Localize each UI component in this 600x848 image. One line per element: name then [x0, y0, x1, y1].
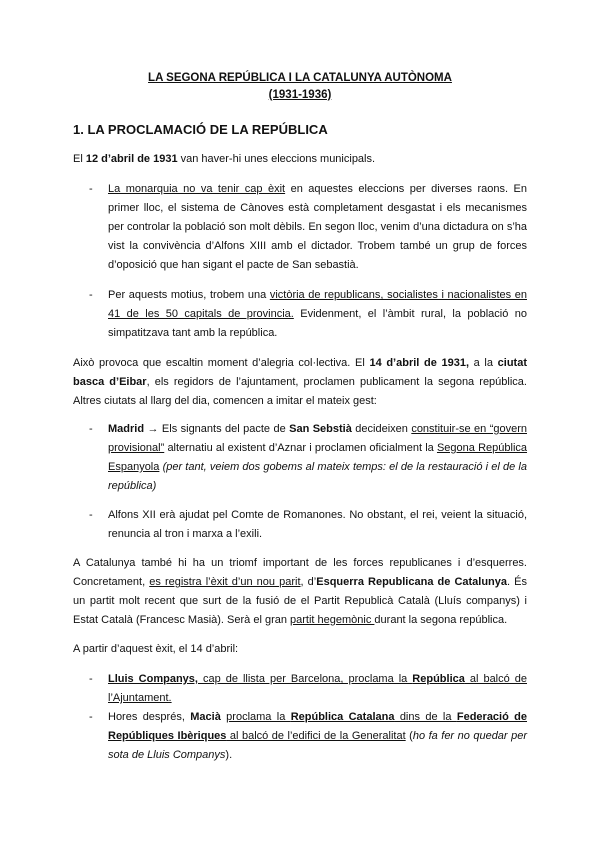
- title-line-2: (1931-1936): [268, 89, 332, 101]
- list-dash: -: [89, 289, 93, 301]
- intro-paragraph: El 12 d’abril de 1931 van haver-hi unes eleccions municipals.: [73, 153, 376, 165]
- list-item-text: Alfons XII erà ajudat pel Comte de Romanones. No obstant, el rei, veient la situació, renuncia al tron i marxa a l’exili.: [108, 509, 527, 540]
- list-dash: -: [89, 509, 93, 521]
- section-heading: 1. LA PROCLAMACIÓ DE LA REPÚBLICA: [73, 122, 328, 137]
- list-dash: -: [89, 423, 93, 435]
- list-dash: -: [89, 711, 93, 723]
- list-item-text: Hores després, Macià proclama la República Catalana dins de la Federació de Repúbliques Ibèriques al balcó de l’edifici de la Generalitat (ho fa fer no quedar per sota de Lluis Companys).: [108, 711, 528, 761]
- list-item-text: Lluis Companys, cap de llista per Barcelona, proclama la República al balcó de l’Ajuntament.: [108, 673, 527, 704]
- paragraph-proclamation: Això provoca que escaltin moment d’alegria col·lectiva. El 14 d’abril de 1931, a la ciutat basca d’Eibar, els regidors de l’ajuntament, proclamen publicament la segona república. Altres ciutats al llarg del dia, comencen a imitar el mateix gest:: [73, 357, 527, 407]
- document-title: [0, 70, 600, 104]
- paragraph-catalunya: A Catalunya també hi ha un triomf important de les forces republicanes i d’esquerres. Concretament, es registra l’èxit d’un nou parit, d’Esquerra Republicana de Catalunya. És un partit molt recent que surt de la fusió de el Partit Republicà Català (Lluís companys) i Estat Català (Francesc Masià). Serà el gran partit hegemònic durant la segona república.: [73, 557, 527, 626]
- list-dash: -: [89, 673, 93, 685]
- list-item-text: La monarquia no va tenir cap èxit en aquestes eleccions per diverses raons. En primer lloc, el sistema de Cànoves està completament desgastat i els mecanismes per controlar la població son molt dèbils. En segon lloc, venim d’una dictadura on s’ha vist la convivència d’Alfons XIII amb el dictador. Trobem també un grup de forces d’oposició que han sigant el pacte de San sebastià.: [108, 183, 527, 271]
- list-item-text: Per aquests motius, trobem una victòria de republicans, socialistes i nacionalistes en 41 de les 50 capitals de provincia. Evidenment, el l’àmbit rural, la població no simpatitzava tant amb la república.: [108, 289, 527, 339]
- paragraph-after: A partir d’aquest èxit, el 14 d’abril:: [73, 643, 239, 655]
- list-item-text: Madrid → Els signants del pacte de San Sebstià decideixen constituir-se en “govern provisional” alternatiu al existent d’Aznar i proclamen oficialment la Segona República Espanyola (per tant, veiem dos gobems al mateix temps: el de la restauració i el de la república): [108, 423, 528, 492]
- title-line-1: LA SEGONA REPÚBLICA I LA CATALUNYA AUTÒNOMA: [148, 72, 452, 84]
- intro-date: 12 d’abril de 1931: [85, 153, 178, 165]
- list-dash: -: [89, 183, 93, 195]
